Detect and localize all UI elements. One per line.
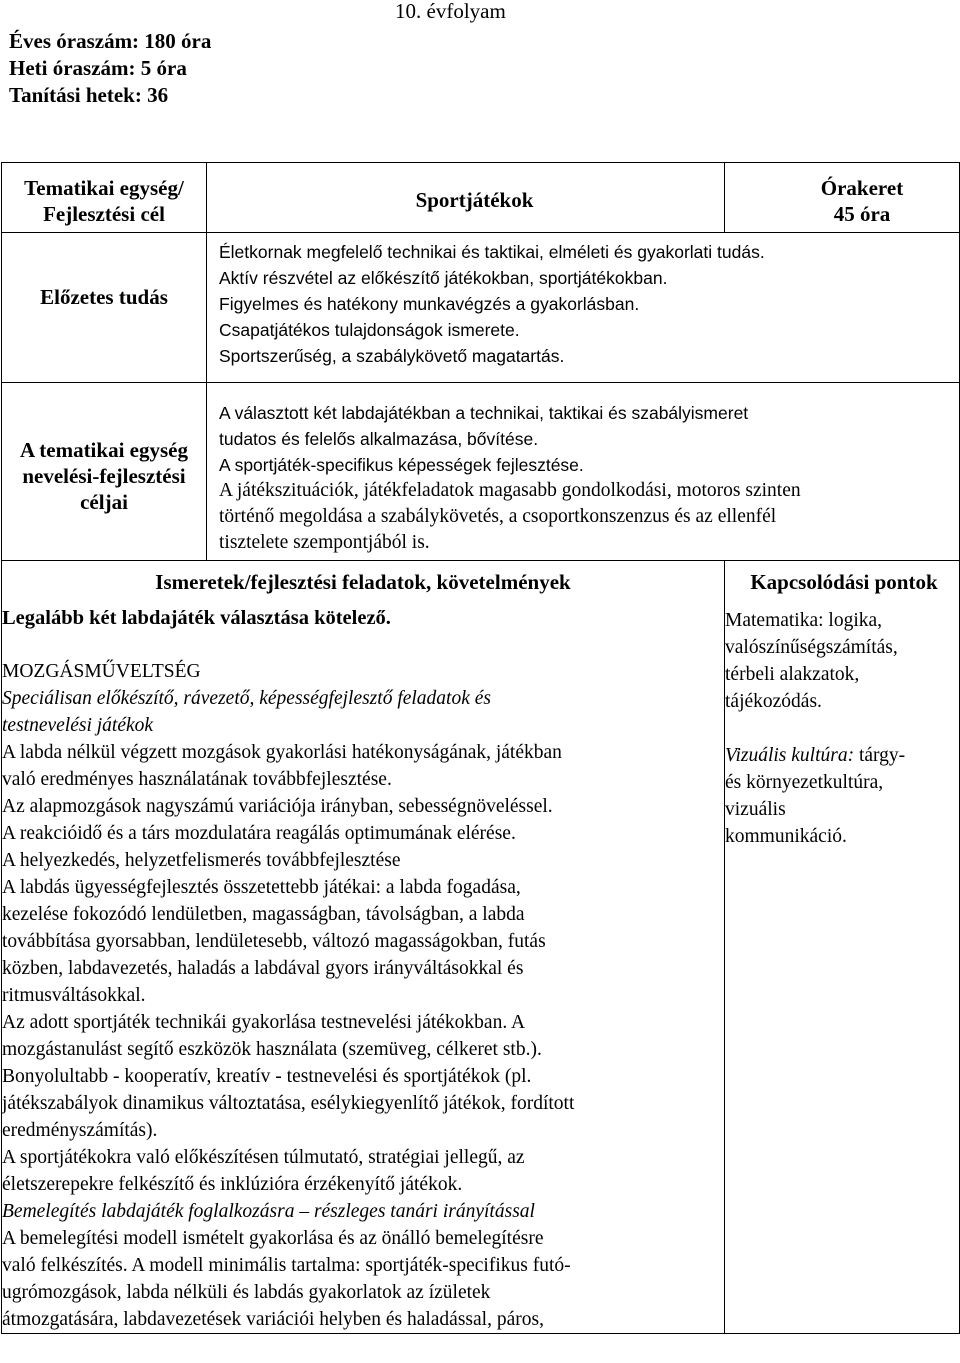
content-line: továbbítása gyorsabban, lendületesebb, változó magasságokban, futás (2, 930, 546, 952)
prior-line: Aktív részvétel az előkészítő játékokban, sportjátékokban. (219, 268, 668, 288)
subtitle-line1: Speciálisan előkészítő, rávezető, képességfejlesztő feladatok és (2, 687, 491, 709)
teaching-weeks: Tanítási hetek: 36 (9, 83, 169, 107)
prior-knowledge-row (2, 233, 960, 383)
prior-line: Figyelmes és hatékony munkavégzés a gyakorlásban. (219, 294, 640, 314)
course-info (9, 28, 211, 109)
content-header: Ismeretek/fejlesztési feladatok, követelmények (2, 561, 725, 603)
content-line: közben, labdavezetés, haladás a labdával gyors irányváltásokkal és (2, 957, 524, 979)
goals-label (2, 383, 207, 561)
prior-line: Sportszerűség, a szabálykövető magatartás. (219, 346, 565, 366)
content-line: A labda nélkül végzett mozgások gyakorlási hatékonyságának, játékban (2, 741, 562, 763)
math-line: Matematika: logika, (725, 609, 883, 631)
content-line: Az alapmozgások nagyszámú variációja irányban, sebességnöveléssel. (2, 795, 553, 817)
mandatory-note: Legalább két labdajáték választása kötelező. (2, 606, 391, 629)
goals-label-line2: nevelési-fejlesztési (22, 463, 186, 488)
unit-row (2, 163, 960, 233)
content-line: A sportjátékokra való előkészítésen túlmutató, stratégiai jellegű, az (2, 1146, 525, 1168)
math-link (725, 607, 959, 715)
content-body (2, 603, 725, 1334)
warmup-line: A bemelegítési modell ismételt gyakorlása és az önálló bemelegítésre (2, 1227, 544, 1249)
content-header-row (2, 561, 960, 603)
goals-row (2, 383, 960, 561)
prior-line: Életkornak megfelelő technikai és taktikai, elméleti és gyakorlati tudás. (219, 242, 765, 262)
content-line: kezelése fokozódó lendületben, magasságban, távolságban, a labda (2, 903, 525, 925)
warmup-title: Bemelegítés labdajáték foglalkozásra – részleges tanári irányítással (2, 1200, 535, 1222)
warmup-line: való felkészítés. A modell minimális tartalma: sportjáték-specifikus futó- (2, 1254, 571, 1276)
goals-label-line3: céljai (80, 489, 128, 514)
content-line: való eredményes használatának továbbfejlesztése. (2, 768, 392, 790)
goal-line: A sportjáték-specifikus képességek fejlesztése. (219, 455, 584, 475)
goal-line: tudatos és felelős alkalmazása, bővítése. (219, 429, 539, 449)
unit-label-line1: Tematikai egység/ (24, 176, 184, 200)
hours-label: Órakeret (820, 176, 904, 200)
goal-line: tisztelete szempontjából is. (219, 532, 430, 553)
goals-content (207, 383, 960, 561)
unit-label-cell (2, 163, 207, 233)
prior-knowledge-content (207, 233, 960, 383)
content-line: ritmusváltásokkal. (2, 984, 146, 1006)
content-line: életszerepekre felkészítő és inklúzióra érzékenyítő játékok. (2, 1173, 463, 1195)
warmup-line: átmozgatására, labdavezetések variációi helyben és haladással, páros, (2, 1308, 544, 1330)
content-line: eredményszámítás). (2, 1119, 158, 1141)
visual-line: vizuális (725, 798, 786, 820)
prior-line: Csapatjátékos tulajdonságok ismerete. (219, 320, 520, 340)
visual-rest: tárgy- (854, 744, 906, 766)
visual-title: Vizuális kultúra: (725, 744, 855, 766)
visual-line: kommunikáció. (725, 825, 847, 847)
content-line: mozgástanulást segítő eszközök használata (szemüveg, célkeret stb.). (2, 1038, 542, 1060)
math-line: térbeli alakzatok, (725, 663, 860, 685)
content-line: A labdás ügyességfejlesztés összetettebb játékai: a labda fogadása, (2, 876, 521, 898)
section-title: MOZGÁSMŰVELTSÉG (2, 660, 201, 682)
content-paragraphs (2, 739, 724, 1198)
goals-label-line1: A tematikai egység (20, 437, 188, 462)
math-line: tájékozódás. (725, 690, 822, 712)
annual-hours: Éves óraszám: 180 óra (9, 29, 212, 53)
subtitle-line2: testnevelési játékok (2, 714, 154, 736)
goal-line: A választott két labdajátékban a technikai, taktikai és szabályismeret (219, 403, 749, 423)
content-line: játékszabályok dinamikus változtatása, esélykiegyenlítő játékok, fordított (2, 1092, 575, 1114)
unit-title: Sportjátékok (207, 163, 725, 233)
unit-label-line2: Fejlesztési cél (43, 202, 165, 226)
content-line: Bonyolultabb - kooperatív, kreatív - testnevelési és sportjátékok (pl. (2, 1065, 532, 1087)
goal-line: A játékszituációk, játékfeladatok magasabb gondolkodási, motoros szinten (219, 480, 801, 501)
warmup-line: ugrómozgások, labda nélküli és labdás gyakorlatok az ízületek (2, 1281, 491, 1303)
content-line: A helyezkedés, helyzetfelismerés továbbfejlesztése (2, 849, 401, 871)
visual-link (725, 742, 959, 850)
links-body (725, 603, 960, 1334)
content-line: A reakcióidő és a társ mozdulatára reagálás optimumának elérése. (2, 822, 516, 844)
grade-title: 10. évfolyam (395, 0, 506, 23)
links-header: Kapcsolódási pontok (725, 561, 960, 603)
content-row (2, 603, 960, 1334)
weekly-hours: Heti óraszám: 5 óra (9, 56, 187, 80)
goal-line: történő megoldása a szabálykövetés, a csoportkonszenzus és az ellenfél (219, 506, 777, 527)
warmup-lines (2, 1225, 724, 1333)
curriculum-table (1, 162, 960, 1334)
hours-cell (725, 163, 960, 233)
prior-knowledge-label: Előzetes tudás (2, 233, 207, 383)
visual-line: és környezetkultúra, (725, 771, 884, 793)
content-line: Az adott sportjáték technikái gyakorlása testnevelési játékokban. A (2, 1011, 526, 1033)
hours-value: 45 óra (833, 202, 891, 226)
math-line: valószínűségszámítás, (725, 636, 898, 658)
